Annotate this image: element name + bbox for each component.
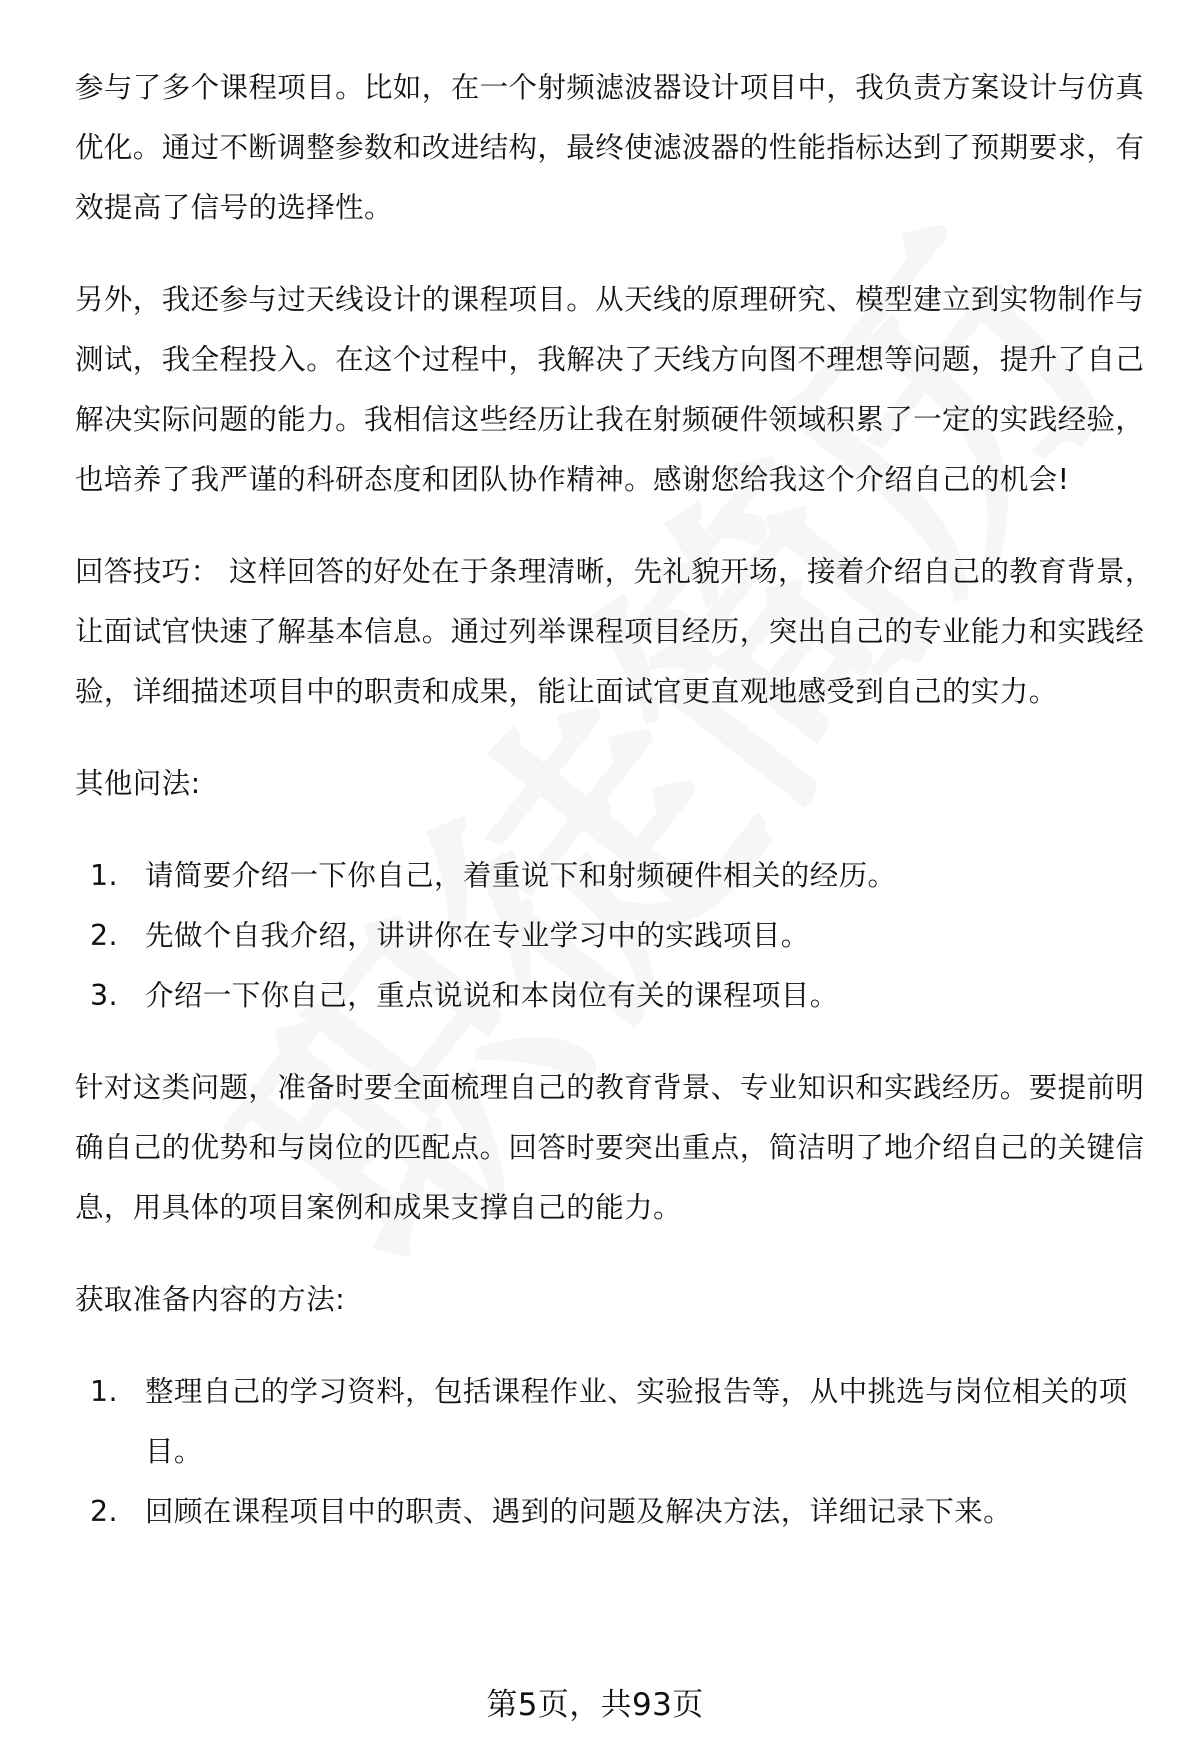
heading-other-questions: 其他问法: [75,767,201,800]
list-number: 2. [90,919,118,952]
page-number-footer: 第5页，共93页 [486,1687,704,1723]
list-item-text: 请简要介绍一下你自己，着重说下和射频硬件相关的经历。 [145,859,897,892]
heading-preparation-methods: 获取准备内容的方法: [75,1283,346,1316]
list-number: 2. [90,1495,118,1528]
list-number: 3. [90,979,118,1012]
paragraph-preparation-advice: 针对这类问题，准备时要全面梳理自己的教育背景、专业知识和实践经历。要提前明确自己的优势和与岗位的匹配点。回答时要突出重点，简洁明了地介绍自己的关键信息，用具体的项目案例和成果支撑自己的能力。 [75,1071,1145,1224]
paragraph-answer-tips: 回答技巧： 这样回答的好处在于条理清晰，先礼貌开场，接着介绍自己的教育背景，让面试官快速了解基本信息。通过列举课程项目经历，突出自己的专业能力和实践经验，详细描述项目中的职责和成果，能让面试官更直观地感受到自己的实力。 [75,555,1154,708]
preparation-methods-list [75,1362,1165,1542]
paragraph-course-projects: 参与了多个课程项目。比如，在一个射频滤波器设计项目中，我负责方案设计与仿真优化。通过不断调整参数和改进结构，最终使滤波器的性能指标达到了预期要求，有效提高了信号的选择性。 [75,71,1145,224]
list-item [90,966,1165,1026]
page-content [75,58,1165,1574]
list-item [90,1482,1165,1542]
list-item [90,1362,1165,1482]
list-number: 1. [90,859,118,892]
list-item-text: 整理自己的学习资料，包括课程作业、实验报告等，从中挑选与岗位相关的项目。 [145,1375,1128,1468]
list-item [90,906,1165,966]
list-number: 1. [90,1375,118,1408]
paragraph-antenna-project: 另外，我还参与过天线设计的课程项目。从天线的原理研究、模型建立到实物制作与测试，我全程投入。在这个过程中，我解决了天线方向图不理想等问题，提升了自己解决实际问题的能力。我相信这些经历让我在射频硬件领域积累了一定的实践经验，也培养了我严谨的科研态度和团队协作精神。感谢您给我这个介绍自己的机会! [75,283,1145,496]
list-item-text: 先做个自我介绍，讲讲你在专业学习中的实践项目。 [145,919,810,952]
list-item-text: 回顾在课程项目中的职责、遇到的问题及解决方法，详细记录下来。 [145,1495,1013,1528]
list-item-text: 介绍一下你自己，重点说说和本岗位有关的课程项目。 [145,979,839,1012]
list-item [90,846,1165,906]
other-questions-list [75,846,1165,1026]
